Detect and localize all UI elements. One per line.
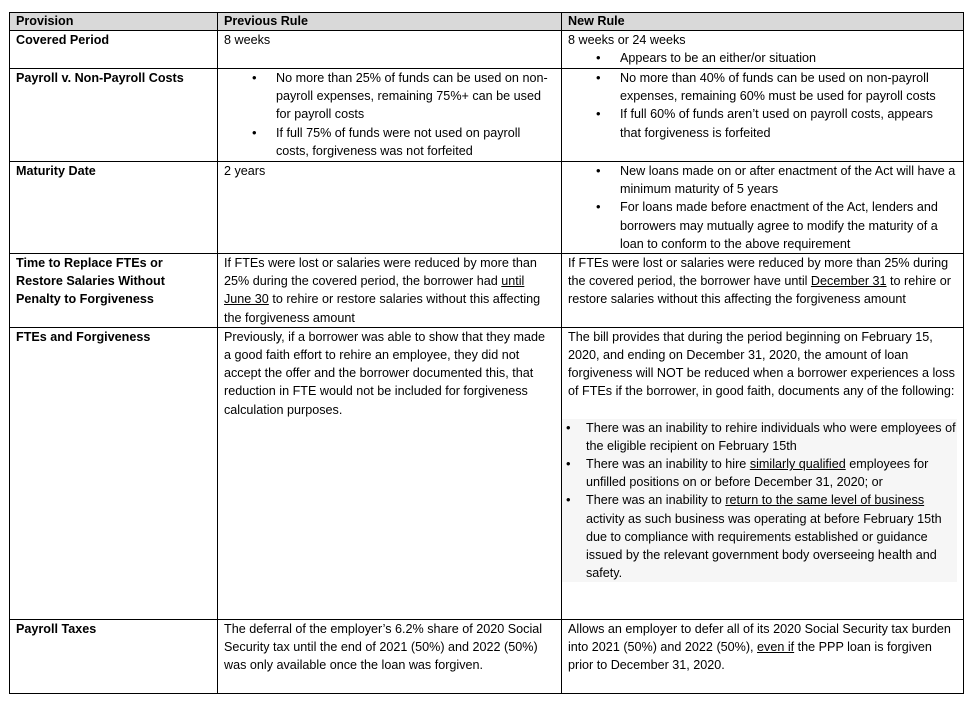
list-item: • No more than 40% of funds can be used on non-payroll expenses, remaining 60% must be used for payroll costs: [620, 69, 957, 105]
new-rule-text: The bill provides that during the period beginning on February 15, 2020, and ending on December 31, 2020, the amount of loan forgiveness will NOT be reduced when a borrower experiences a loss of FTEs if the borrower, in good faith, documents any of the following:: [568, 329, 955, 399]
previous-rule-cell: 8 weeks: [218, 31, 562, 69]
previous-rule-cell: [218, 69, 562, 162]
new-rule-bullets: [562, 419, 957, 583]
previous-rule-cell: [218, 254, 562, 328]
previous-rule-cell: 2 years: [218, 162, 562, 254]
new-rule-cell: [562, 327, 964, 619]
previous-rule-cell: The deferral of the employer’s 6.2% share of 2020 Social Security tax until the end of 2021 (50%) and 2022 (50%) was only available once the loan was forgiven.: [218, 619, 562, 693]
deadline-underlined: December 31: [810, 274, 887, 289]
new-rule-cell: [562, 69, 964, 162]
table-row: [10, 31, 964, 69]
table-row: [10, 69, 964, 162]
list-item-text: activity as such business was operating at before February 15th due to compliance with requirements established or guidance issued by the relevant government body overseeing health and safety.: [586, 511, 942, 581]
provision-cell: Covered Period: [10, 31, 218, 69]
rule-comparison-table: [9, 12, 964, 694]
list-item: • New loans made on or after enactment of the Act will have a minimum maturity of 5 years: [620, 162, 957, 198]
table-row: [10, 327, 964, 619]
list-item: • There was an inability to rehire individuals who were employees of the eligible recipient on February 15th: [586, 419, 957, 455]
list-item: • If full 75% of funds were not used on payroll costs, forgiveness was not forfeited: [276, 124, 555, 160]
header-row: [10, 13, 964, 31]
previous-rule-text: If FTEs were lost or salaries were reduced by more than 25% during the covered period, the borrower had: [224, 256, 537, 289]
new-rule-text: If FTEs were lost or salaries were reduced by more than 25% during the covered period, the borrower have until: [568, 256, 949, 289]
list-item-text: There was an inability to hire: [586, 457, 750, 472]
new-rule-text: 8 weeks or 24 weeks: [568, 33, 686, 47]
list-item: • Appears to be an either/or situation: [620, 49, 957, 67]
provision-cell: Payroll Taxes: [10, 619, 218, 693]
header-provision: Provision: [10, 13, 218, 31]
new-rule-cell: [562, 254, 964, 328]
list-item: • For loans made before enactment of the Act, lenders and borrowers may mutually agree to modify the maturity of a loan to conform to the above requirement: [620, 198, 957, 253]
table-row: [10, 254, 964, 328]
new-rule-bullets: [568, 49, 957, 67]
provision-cell: Maturity Date: [10, 162, 218, 254]
previous-rule-bullets: [224, 69, 555, 160]
table-row: [10, 162, 964, 254]
table-row: [10, 619, 964, 693]
list-item: [586, 455, 957, 491]
list-item: • No more than 25% of funds can be used on non-payroll expenses, remaining 75%+ can be used for payroll costs: [276, 69, 555, 124]
underlined-phrase: return to the same level of business: [725, 493, 925, 508]
new-rule-bullets: [568, 162, 957, 253]
underlined-phrase: even if: [757, 640, 795, 655]
list-item: [586, 491, 957, 582]
new-rule-cell: [562, 619, 964, 693]
header-previous-rule: Previous Rule: [218, 13, 562, 31]
previous-rule-text: to rehire or restore salaries without this affecting the forgiveness amount: [224, 292, 541, 325]
new-rule-cell: [562, 31, 964, 69]
new-rule-text: to rehire or restore salaries without this affecting the forgiveness amount: [568, 274, 951, 307]
header-new-rule: New Rule: [562, 13, 964, 31]
underlined-phrase: similarly qualified: [749, 457, 846, 472]
previous-rule-cell: Previously, if a borrower was able to show that they made a good faith effort to rehire an employee, they did not accept the offer and the borrower documented this, that reduction in FTE would not be included for forgiveness calculation purposes.: [218, 327, 562, 619]
list-item-text: There was an inability to: [586, 493, 726, 508]
provision-cell: Payroll v. Non-Payroll Costs: [10, 69, 218, 162]
list-item-text: employees for unfilled positions on or before December 31, 2020; or: [586, 457, 929, 490]
new-rule-text: Allows an employer to defer all of its 2020 Social Security tax burden into 2021 (50%) and 2022 (50%),: [568, 621, 951, 655]
new-rule-text: the PPP loan is forgiven prior to December 31, 2020.: [568, 640, 932, 673]
deadline-underlined: until June 30: [224, 274, 525, 307]
list-item: • If full 60% of funds aren’t used on payroll costs, appears that forgiveness is forfeited: [620, 105, 957, 141]
new-rule-cell: [562, 162, 964, 254]
new-rule-bullets: [568, 69, 957, 142]
provision-cell: FTEs and Forgiveness: [10, 327, 218, 619]
provision-cell: Time to Replace FTEs or Restore Salaries Without Penalty to Forgiveness: [10, 254, 218, 328]
